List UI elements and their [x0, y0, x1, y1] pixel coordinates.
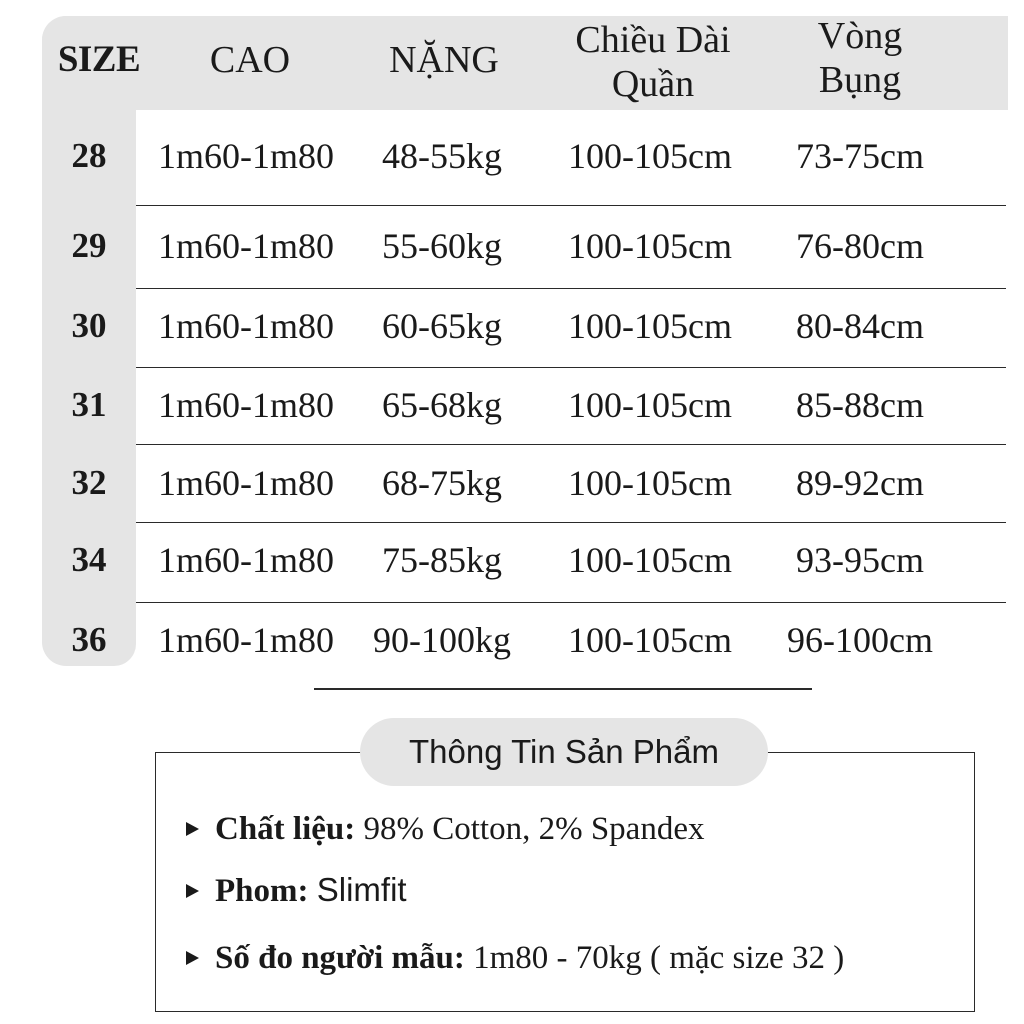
weight-cell: 65-68kg	[382, 385, 502, 425]
info-item-fit	[186, 866, 407, 914]
info-value: 1m80 - 70kg ( mặc size 32 )	[473, 940, 845, 976]
info-label: Chất liệu:	[215, 811, 356, 847]
length-cell: 100-105cm	[568, 540, 732, 580]
waist-cell: 96-100cm	[787, 620, 933, 660]
height-cell: 1m60-1m80	[158, 540, 334, 580]
row-divider	[136, 205, 1006, 206]
weight-cell: 60-65kg	[382, 306, 502, 346]
header-height: CAO	[209, 39, 291, 81]
waist-cell: 76-80cm	[796, 226, 924, 266]
length-cell: 100-105cm	[568, 463, 732, 503]
triangle-bullet-icon	[186, 884, 199, 898]
height-cell: 1m60-1m80	[158, 463, 334, 503]
triangle-bullet-icon	[186, 822, 199, 836]
size-cell: 31	[71, 385, 107, 424]
size-cell: 32	[71, 463, 107, 502]
header-pants-length-line2: Quần	[611, 63, 695, 105]
length-cell: 100-105cm	[568, 226, 732, 266]
size-cell: 29	[71, 226, 107, 265]
length-cell: 100-105cm	[568, 620, 732, 660]
info-label: Phom:	[215, 873, 309, 909]
waist-cell: 93-95cm	[796, 540, 924, 580]
row-divider	[136, 288, 1006, 289]
waist-cell: 89-92cm	[796, 463, 924, 503]
header-waist-line1: Vòng	[817, 15, 903, 57]
height-cell: 1m60-1m80	[158, 226, 334, 266]
weight-cell: 75-85kg	[382, 540, 502, 580]
row-divider	[136, 522, 1006, 523]
info-value: Slimfit	[316, 871, 407, 908]
size-cell: 36	[71, 620, 107, 659]
triangle-bullet-icon	[186, 951, 199, 965]
info-item-model-measurements	[186, 934, 844, 982]
product-info-title: Thông Tin Sản Phẩm	[360, 718, 768, 786]
table-row	[0, 126, 1024, 186]
length-cell: 100-105cm	[568, 385, 732, 425]
height-cell: 1m60-1m80	[158, 620, 334, 660]
table-row	[0, 530, 1024, 590]
header-size: SIZE	[57, 39, 141, 80]
waist-cell: 85-88cm	[796, 385, 924, 425]
length-cell: 100-105cm	[568, 306, 732, 346]
weight-cell: 68-75kg	[382, 463, 502, 503]
row-divider	[136, 602, 1006, 603]
height-cell: 1m60-1m80	[158, 136, 334, 176]
header-waist	[772, 14, 948, 102]
size-cell: 30	[71, 306, 107, 345]
row-divider	[136, 367, 1006, 368]
waist-cell: 80-84cm	[796, 306, 924, 346]
header-waist-line2: Bụng	[818, 59, 902, 101]
table-row	[0, 610, 1024, 670]
size-cell: 34	[71, 540, 107, 579]
weight-cell: 90-100kg	[373, 620, 511, 660]
row-divider	[136, 444, 1006, 445]
table-row	[0, 375, 1024, 435]
height-cell: 1m60-1m80	[158, 385, 334, 425]
weight-cell: 55-60kg	[382, 226, 502, 266]
info-label: Số đo người mẫu:	[215, 940, 465, 976]
info-item-material	[186, 805, 704, 853]
height-cell: 1m60-1m80	[158, 306, 334, 346]
section-divider	[314, 688, 812, 690]
info-value: 98% Cotton, 2% Spandex	[363, 811, 705, 847]
waist-cell: 73-75cm	[796, 136, 924, 176]
weight-cell: 48-55kg	[382, 136, 502, 176]
header-pants-length	[560, 18, 746, 106]
size-cell: 28	[71, 136, 107, 175]
header-pants-length-line1: Chiều Dài	[575, 19, 731, 61]
header-weight: NẶNG	[389, 39, 499, 81]
length-cell: 100-105cm	[568, 136, 732, 176]
table-row	[0, 296, 1024, 356]
table-row	[0, 453, 1024, 513]
table-row	[0, 216, 1024, 276]
